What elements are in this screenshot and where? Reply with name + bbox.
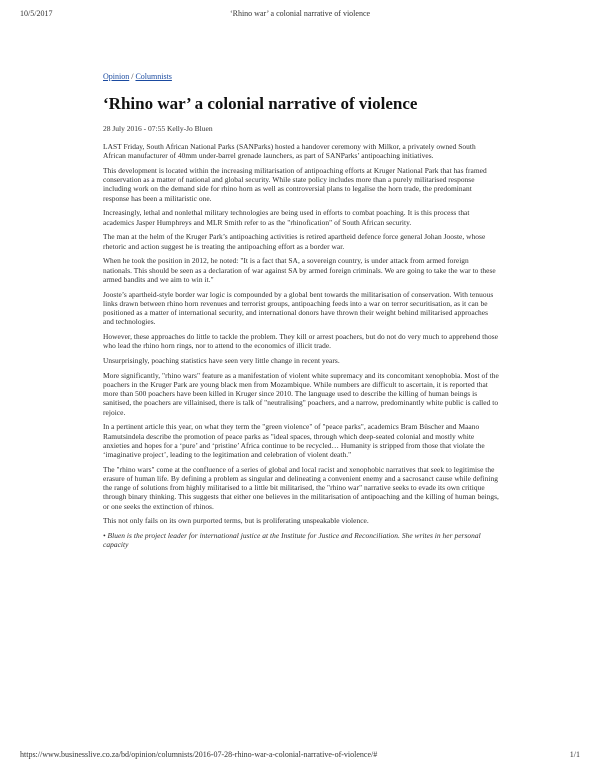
article-paragraph: The "rhino wars" come at the confluence of a series of global and local racist and xenophobic narratives that seek to legitimise the erasure of human life. By defining a problem as singular and delineating a convenient enemy and a sacrosanct cause while defining the range of solutions from highly militarised to a little bit militarised, the "rhino war" narrative seeks to evade its own critique through binary thinking. This suggests that either one believes in the militarisation of antipoaching and the killing of human beings, or one seeks the extinction of rhinos.	[103, 464, 499, 511]
article-paragraph: LAST Friday, South African National Parks (SANParks) hosted a handover ceremony with Milkor, a privately owned South African manufacturer of 40mm under-barrel grenade launchers, as part of SANParks’ antipoaching initiatives.	[103, 142, 476, 161]
breadcrumb-columnists-link[interactable]: Columnists	[135, 72, 172, 81]
article-paragraph: Unsurprisingly, poaching statistics have seen very little change in recent years.	[103, 356, 340, 366]
print-footer	[20, 750, 580, 762]
article-paragraph: More significantly, "rhino wars" feature as a manifestation of violent white supremacy and its concomitant xenophobia. Most of the poachers in the Kruger Park are young black men from Mozambique. While numbers are difficult to ascertain, it is reported that more than 500 poachers have been killed in Kruger since 2010. The language used to describe the killing of human beings is sanitised, the poachers are villainised, there is talk of "neutralising" poachers, and a narrow, predominantly white public is called to rejoice.	[103, 370, 499, 417]
print-page-title: ‘Rhino war’ a colonial narrative of violence	[229, 9, 371, 18]
article-paragraph: This not only fails on its own purported terms, but is proliferating unspeakable violence.	[103, 516, 369, 526]
breadcrumb	[103, 72, 499, 81]
article-paragraph: This development is located within the increasing militarisation of antipoaching efforts at Kruger National Park that has framed conservation as a matter of national and global security. While state policy includes more than a purely militarised response including work on the demand side for rhino horn as well as controversial plans to legalise the horn trade, the predominant response has been a militaristic one.	[103, 166, 487, 203]
article-paragraph: When he took the position in 2012, he noted: "It is a fact that SA, a sovereign country, is under attack from armed foreign nationals. This should be seen as a declaration of war against SA by armed foreign criminals. We are going to take the war to these armed bandits and we aim to win it."	[103, 256, 496, 284]
article-byline: 28 July 2016 - 07:55 Kelly-Jo Bluen	[103, 124, 213, 133]
print-page-number: 1/1	[569, 750, 580, 759]
article-paragraph: Increasingly, lethal and nonlethal military technologies are being used in efforts to combat poaching. It is this process that academics Jasper Humphreys and MLR Smith refer to as the "rhinofication" of South African security.	[103, 208, 470, 227]
print-date: 10/5/2017	[20, 9, 53, 18]
breadcrumb-opinion-link[interactable]: Opinion	[103, 72, 130, 81]
article-paragraph: In a pertinent article this year, on what they term the "green violence" of "peace parks", academics Bram Büscher and Maano Ramutsindela describe the promotion of peace parks as "ideal spaces, through which deep-seated colonial and mostly white anxieties and hopes for a ‘pure’ and ‘pristine’ Africa continue to be recycled… Humanity is stripped from those that violate the ‘imaginative project’, leading to the legitimation and celebration of violent death."	[103, 422, 485, 460]
article-headline: ‘Rhino war’ a colonial narrative of violence	[103, 94, 418, 113]
article-paragraph: The man at the helm of the Kruger Park’s antipoaching activities is retired apartheid defence force general Johan Jooste, whose rhetoric and action suggest he is treating the antipoaching effort as a border war.	[103, 232, 486, 251]
print-url: https://www.businesslive.co.za/bd/opinion/columnists/2016-07-28-rhino-war-a-colonial-narrative-of-violence/#	[20, 750, 378, 759]
article-paragraph: However, these approaches do little to tackle the problem. They kill or arrest poachers, but do not do very much to apprehend those who lead the rhino horn rings, nor to attend to the economics of illicit trade.	[103, 332, 499, 351]
author-footnote: • Bluen is the project leader for international justice at the Institute for Justice and Reconciliation. She writes in her personal capacity	[103, 531, 481, 550]
article-body	[103, 142, 499, 550]
article-paragraph: Jooste’s apartheid-style border war logic is compounded by a global bent towards the militarisation of conservation. With tenuous links drawn between rhino horn revenues and terrorist groups, antipoaching feeds into a war on terror securitisation, as it can be positioned as a matter of international security, and international donors have thrown their weight behind militarised approaches and technologies.	[103, 289, 494, 327]
breadcrumb-separator: /	[131, 72, 134, 81]
article	[103, 72, 499, 555]
print-header	[20, 9, 580, 21]
